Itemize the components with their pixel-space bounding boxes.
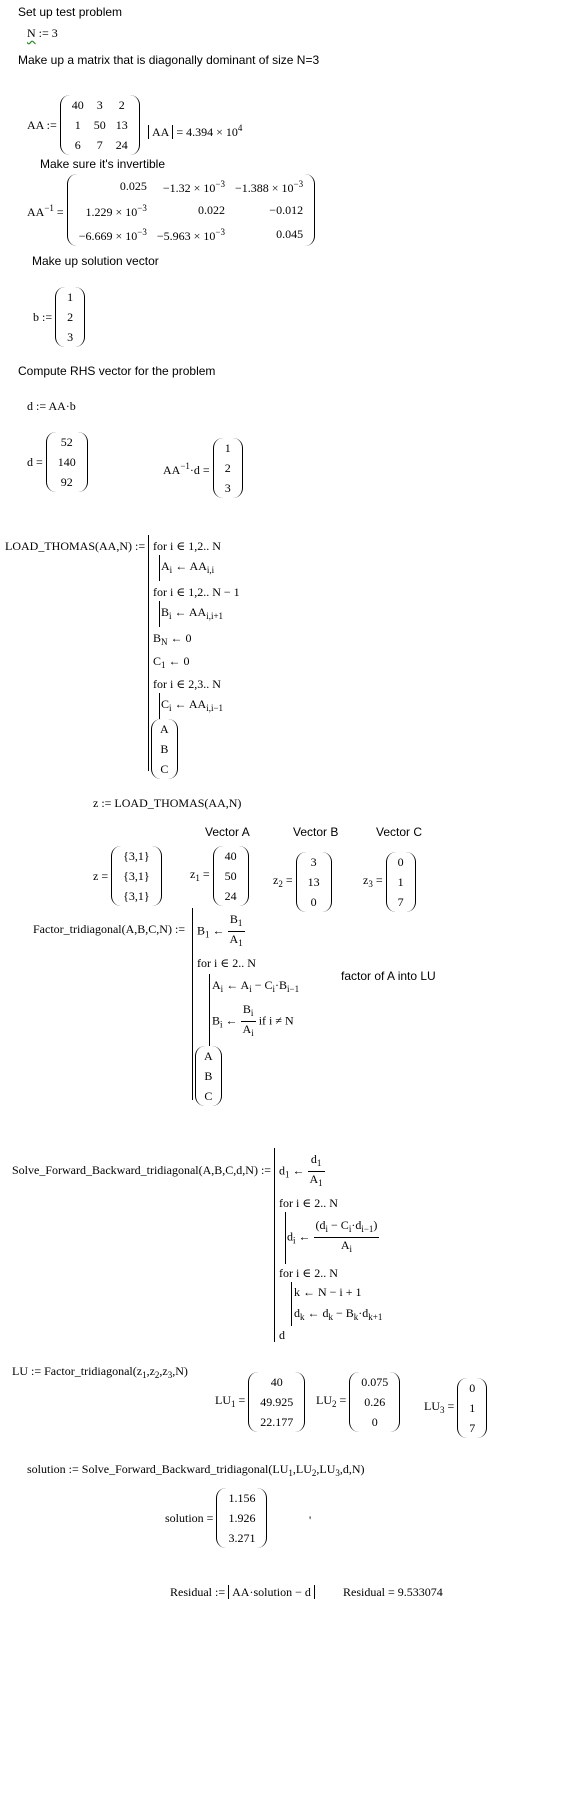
- factor-ai: $A_i$ ← $A_i - C_i\cdot B_{i-1}$: [212, 978, 300, 994]
- z2-result: $z_2$ = 3 13 0: [273, 852, 332, 912]
- d-result: [27, 432, 88, 492]
- solve-k: k ← N − i + 1: [294, 1285, 362, 1299]
- return-abc-cell: B: [204, 1069, 213, 1083]
- vector-b-cell: 3: [67, 330, 74, 344]
- return-abc-cell: C: [204, 1089, 213, 1103]
- z3-result: $z_3$ = 0 1 7: [363, 852, 416, 912]
- vector-z2: [296, 852, 332, 912]
- aa-definition[interactable]: [27, 95, 140, 155]
- matrix-aa-inverse-cell: 0.045: [276, 227, 304, 241]
- inverse-check-label: $AA^{-1}\cdot d$ =: [163, 461, 210, 477]
- vector-check: [213, 438, 243, 498]
- vector-lu3: [457, 1378, 487, 1438]
- heading-setup: Set up test problem: [18, 5, 123, 19]
- vector-lu2-cell: 0: [371, 1415, 378, 1429]
- vector-b-cell: 1: [67, 290, 74, 304]
- heading-compute-rhs: Compute RHS vector for the problem: [18, 364, 216, 378]
- vector-solution-cell: 1.926: [228, 1511, 256, 1525]
- aa-label: AA :=: [27, 118, 57, 132]
- return-abc-2: [195, 1046, 222, 1106]
- solve-dk: $d_k$ ← $d_k - B_k\cdot d_{k+1}$: [294, 1306, 383, 1322]
- matrix-aa-cell: 3: [96, 98, 103, 112]
- vector-solution-cell: 3.271: [228, 1531, 256, 1545]
- heading-make-matrix: Make up a matrix that is diagonally dominant of size N=3: [18, 53, 320, 67]
- vector-lu1-cell: 40: [270, 1375, 283, 1389]
- factor-loop: for i ∈ 2.. N: [197, 956, 256, 970]
- return-abc-cell: A: [204, 1049, 213, 1063]
- matrix-aa-cell: 1: [74, 118, 81, 132]
- factor-comment: factor of A into LU: [341, 969, 436, 983]
- solve-return: d: [279, 1328, 285, 1342]
- matrix-aa-inverse-cell: 0.025: [119, 179, 147, 193]
- return-abc-cell: A: [160, 722, 169, 736]
- loop-3: for i ∈ 2,3.. N: [153, 677, 221, 691]
- matrix-aa-inverse-cell: 0.022: [197, 203, 225, 217]
- determinant-exponent: 4: [237, 123, 243, 133]
- vector-lu1: [248, 1372, 305, 1432]
- vector-d-cell: 140: [57, 455, 76, 469]
- b-definition[interactable]: [33, 287, 85, 347]
- factor-program: [192, 908, 353, 1103]
- inverse-check: [163, 438, 243, 498]
- assign-c: $C_i$ ← $AA_{i,i-1}$: [161, 697, 224, 713]
- vector-z1-cell: 24: [224, 889, 237, 903]
- vector-z1: [213, 846, 249, 906]
- matrix-aa: [60, 95, 140, 155]
- vector-z3: [386, 852, 416, 912]
- assign-bn: $B_N$ ← 0: [153, 631, 192, 647]
- heading-invertible: Make sure it's invertible: [40, 157, 166, 171]
- matrix-aa-inverse-cell: $-1.32 \times 10^{-3}$: [162, 179, 225, 195]
- vector-z1-cell: 50: [224, 869, 237, 883]
- solve-d1: $d_1$ ← $\frac{d_1}{A_1}$: [279, 1152, 323, 1188]
- tick-mark: ': [309, 1513, 312, 1527]
- z1-result: $z_1$ = 40 50 24: [190, 846, 249, 906]
- vector-lu2-cell: 0.26: [364, 1395, 386, 1409]
- matrix-aa-cell: 7: [96, 138, 103, 152]
- matrix-aa-cell: 13: [115, 118, 128, 132]
- determinant-value: = 4.394 × 10: [176, 125, 238, 139]
- return-abc-1: [151, 719, 178, 779]
- solve-di: $d_i$ ← $\frac{(d_i - C_i\cdot d_{i-1})}{A_i}$: [287, 1218, 378, 1254]
- solution-definition[interactable]: solution := $Solve\_Forward\_Backward\_tridiagonal(LU_1,LU_2,LU_3,d,N)$: [27, 1462, 365, 1478]
- z-definition[interactable]: z := LOAD_THOMAS(AA,N): [93, 796, 242, 810]
- factor-bi: $B_i$ ← $\frac{B_i}{A_i}$ if i ≠ N: [212, 1002, 294, 1038]
- n-definition[interactable]: [27, 26, 58, 40]
- solve-loop-1: for i ∈ 2.. N: [279, 1196, 338, 1210]
- aa-inverse-definition[interactable]: [27, 174, 315, 246]
- vector-lu3-cell: 0: [469, 1381, 476, 1395]
- matrix-aa-inverse-cell: $-1.388 \times 10^{-3}$: [234, 179, 304, 195]
- vector-d-cell: 52: [60, 435, 73, 449]
- vector-b-cell: 2: [67, 310, 74, 324]
- n-definition-value: := 3: [38, 26, 58, 40]
- d-label: d =: [27, 455, 43, 469]
- vector-z2-cell: 3: [310, 855, 317, 869]
- vector-z2-cell: 0: [310, 895, 317, 909]
- heading-solution-vector: Make up solution vector: [32, 254, 159, 268]
- factor-header[interactable]: Factor_tridiagonal(A,B,C,N) :=: [33, 922, 186, 936]
- label-vector-a: Vector A: [205, 825, 250, 839]
- assign-c1: $C_1$ ← 0: [153, 654, 190, 670]
- assign-b: $B_i$ ← $AA_{i,i+1}$: [161, 605, 224, 621]
- matrix-aa-cell: 2: [118, 98, 125, 112]
- d-definition[interactable]: d := AA·b: [27, 399, 76, 413]
- solve-loop-2: for i ∈ 2.. N: [279, 1266, 338, 1280]
- matrix-aa-cell: 50: [93, 118, 106, 132]
- vector-z-cell: {3,1}: [123, 869, 150, 883]
- determinant: AA = $4.394 \times 10^4$: [148, 121, 242, 139]
- vector-z1-cell: 40: [224, 849, 237, 863]
- n-variable: N: [27, 26, 36, 40]
- loop-2: for i ∈ 1,2.. N − 1: [153, 585, 240, 599]
- vector-z3-cell: 7: [397, 895, 404, 909]
- z-result: z = {3,1} {3,1} {3,1}: [93, 846, 162, 906]
- vector-check-cell: 2: [224, 461, 231, 475]
- vector-z-cell: {3,1}: [123, 889, 150, 903]
- vector-solution: [216, 1488, 267, 1548]
- matrix-aa-inverse: [67, 174, 315, 246]
- vector-lu2: [349, 1372, 400, 1432]
- vector-lu1-cell: 49.925: [260, 1395, 294, 1409]
- factor-b1: $B_1$ ← $\frac{B_1}{A_1}$: [197, 912, 243, 948]
- vector-check-cell: 1: [224, 441, 231, 455]
- return-abc-cell: C: [160, 762, 169, 776]
- vector-z2-cell: 13: [307, 875, 320, 889]
- residual-definition[interactable]: Residual := AA·solution − d: [170, 1585, 315, 1599]
- vector-d: [46, 432, 88, 492]
- lu3-result: $LU_3$ = 0 1 7: [424, 1378, 487, 1438]
- vector-z3-cell: 1: [397, 875, 404, 889]
- vector-lu1-cell: 22.177: [260, 1415, 294, 1429]
- matrix-aa-inverse-cell: −0.012: [269, 203, 304, 217]
- vector-lu3-cell: 7: [469, 1421, 476, 1435]
- assign-a: $A_i$ ← $AA_{i,i}$: [161, 559, 215, 575]
- lu1-result: $LU_1$ = 40 49.925 22.177: [215, 1372, 305, 1432]
- solve-program: [274, 1148, 455, 1342]
- lu2-result: $LU_2$ = 0.075 0.26 0: [316, 1372, 400, 1432]
- vector-z3-cell: 0: [397, 855, 404, 869]
- lu-definition[interactable]: LU := $Factor\_tridiagonal(z_1,z_2,z_3,N)$: [12, 1364, 188, 1380]
- matrix-aa-cell: 24: [115, 138, 128, 152]
- matrix-aa-cell: 40: [71, 98, 84, 112]
- residual-value: Residual = 9.533074: [343, 1585, 443, 1599]
- vector-z: [111, 846, 162, 906]
- b-label: b :=: [33, 310, 53, 324]
- matrix-aa-inverse-cell: $-6.669 \times 10^{-3}$: [78, 227, 147, 243]
- matrix-aa-inverse-cell: $-5.963 \times 10^{-3}$: [156, 227, 225, 243]
- load-thomas-header[interactable]: LOAD_THOMAS(AA,N) :=: [5, 539, 146, 553]
- label-vector-b: Vector B: [293, 825, 339, 839]
- loop-1: for i ∈ 1,2.. N: [153, 539, 221, 553]
- vector-z-cell: {3,1}: [123, 849, 150, 863]
- label-vector-c: Vector C: [376, 825, 423, 839]
- vector-check-cell: 3: [224, 481, 231, 495]
- matrix-aa-inverse-cell: $1.229 \times 10^{-3}$: [85, 203, 147, 219]
- solution-result: solution = 1.156 1.926 3.271: [165, 1488, 267, 1548]
- matrix-aa-cell: 6: [74, 138, 81, 152]
- aa-inverse-label: $AA^{-1}$ =: [27, 203, 64, 219]
- load-thomas-program: [148, 535, 289, 776]
- return-abc-cell: B: [160, 742, 169, 756]
- vector-b: [55, 287, 85, 347]
- vector-lu3-cell: 1: [469, 1401, 476, 1415]
- vector-lu2-cell: 0.075: [361, 1375, 389, 1389]
- solve-header[interactable]: Solve_Forward_Backward_tridiagonal(A,B,C,d,N) :=: [12, 1163, 272, 1177]
- vector-d-cell: 92: [60, 475, 73, 489]
- vector-solution-cell: 1.156: [228, 1491, 256, 1505]
